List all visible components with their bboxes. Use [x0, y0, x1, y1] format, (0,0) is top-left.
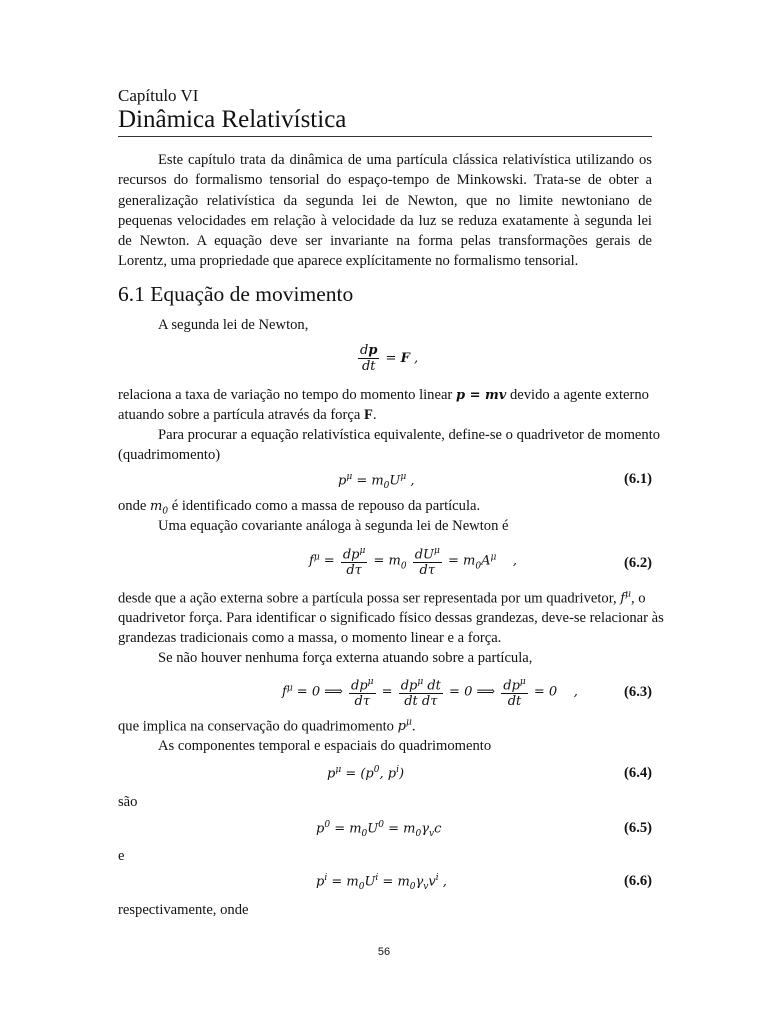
intro-paragraph: Este capítulo trata da dinâmica de uma partícula clássica relativística utilizando os recursos do formalismo tensorial do espaço-tempo de Minkowski. Trata-se de obter a generalização relativística da segunda lei de Newton, que no limite newtoniano de pequenas velocidades em relação à velocidade da luz se reduza exatamente à segunda lei de Newton. A equação deve ser invariante na forma pelas transformações gerais de Lorentz, uma propriedade que aparece explícitamente no formalismo tensorial.: [118, 152, 652, 270]
force-symbol: F: [363, 407, 373, 423]
equation-number-6-1: (6.1): [624, 471, 652, 487]
momentum-formula: p = mv: [455, 388, 507, 403]
sao-text: são: [118, 794, 138, 810]
newton-intro: A segunda lei de Newton,: [158, 317, 309, 333]
components-intro: As componentes temporal e espaciais do quadrimomento: [158, 738, 492, 754]
section-title: 6.1 Equação de movimento: [118, 282, 354, 306]
e-text: e: [118, 848, 125, 864]
equation-6-3: $f^\mu = 0$ ⟹ $\frac{dp^\mu}{d\tau}$ = $\frac{dp^\mu dt}{\text{dt dτ}}$ = 0 ⟹ $\frac{dp^\mu}{dt}$ = 0 ,: [282, 677, 578, 710]
equation-newton: $\frac{dp}{dt}$ = F ,: [360, 343, 419, 374]
equation-6-4: $p^\mu = (p^0$, $p^i$): [327, 765, 405, 782]
procure-line-1: Para procurar a equação relativística equivalente, define-se o quadrivetor de momento: [158, 427, 661, 443]
desde-line-1: desde que a ação externa sobre a partícula possa ser representada por um quadrivetor, $f^\mu$, o: [118, 590, 646, 607]
desde-line-3: grandezas tradicionais como a massa, o momento linear e a força.: [118, 630, 502, 646]
no-force-intro: Se não houver nenhuma força externa atuando sobre a partícula,: [158, 650, 533, 666]
conservation-line: que implica na conservação do quadrimomento $p^\mu$.: [118, 718, 416, 735]
equation-6-2: $f^\mu$ = $\frac{dp^\mu}{d\tau}$ = $m_0$ $\frac{dU^\mu}{d\tau}$ = $m_0A^\mu$ ,: [309, 546, 517, 579]
covariant-intro: Uma equação covariante análoga à segunda lei de Newton é: [158, 518, 509, 534]
relates-line-2: atuando sobre a partícula através da força F.: [118, 407, 377, 423]
relates-line-1: relaciona a taxa de variação no tempo do momento linear p = mv devido a agente externo: [118, 387, 649, 403]
respectivamente-text: respectivamente, onde: [118, 902, 249, 918]
equation-number-6-3: (6.3): [624, 684, 652, 700]
equation-number-6-4: (6.4): [624, 765, 652, 781]
procure-line-2: (quadrimomento): [118, 447, 221, 463]
equation-number-6-5: (6.5): [624, 820, 652, 836]
equation-number-6-6: (6.6): [624, 873, 652, 889]
chapter-rule: [118, 136, 652, 137]
chapter-label: Capítulo VI: [118, 86, 199, 105]
equation-6-5: $p^0 = m_0U^0 = m_0\gamma_vc$: [316, 820, 442, 839]
equation-6-6: $p^i = m_0U^i = m_0\gamma_vv^i$ ,: [316, 873, 447, 892]
onde-m0-line: onde $m_0$ é identificado como a massa de repouso da partícula.: [118, 498, 481, 517]
desde-line-2: quadrivetor força. Para identificar o significado físico dessas grandezas, deve-se relacionar às: [118, 610, 664, 626]
equation-number-6-2: (6.2): [624, 555, 652, 571]
chapter-title: Dinâmica Relativística: [118, 106, 347, 133]
equation-6-1: $p^\mu = m_0U^\mu$ ,: [338, 472, 415, 491]
page-number: 56: [377, 946, 391, 958]
